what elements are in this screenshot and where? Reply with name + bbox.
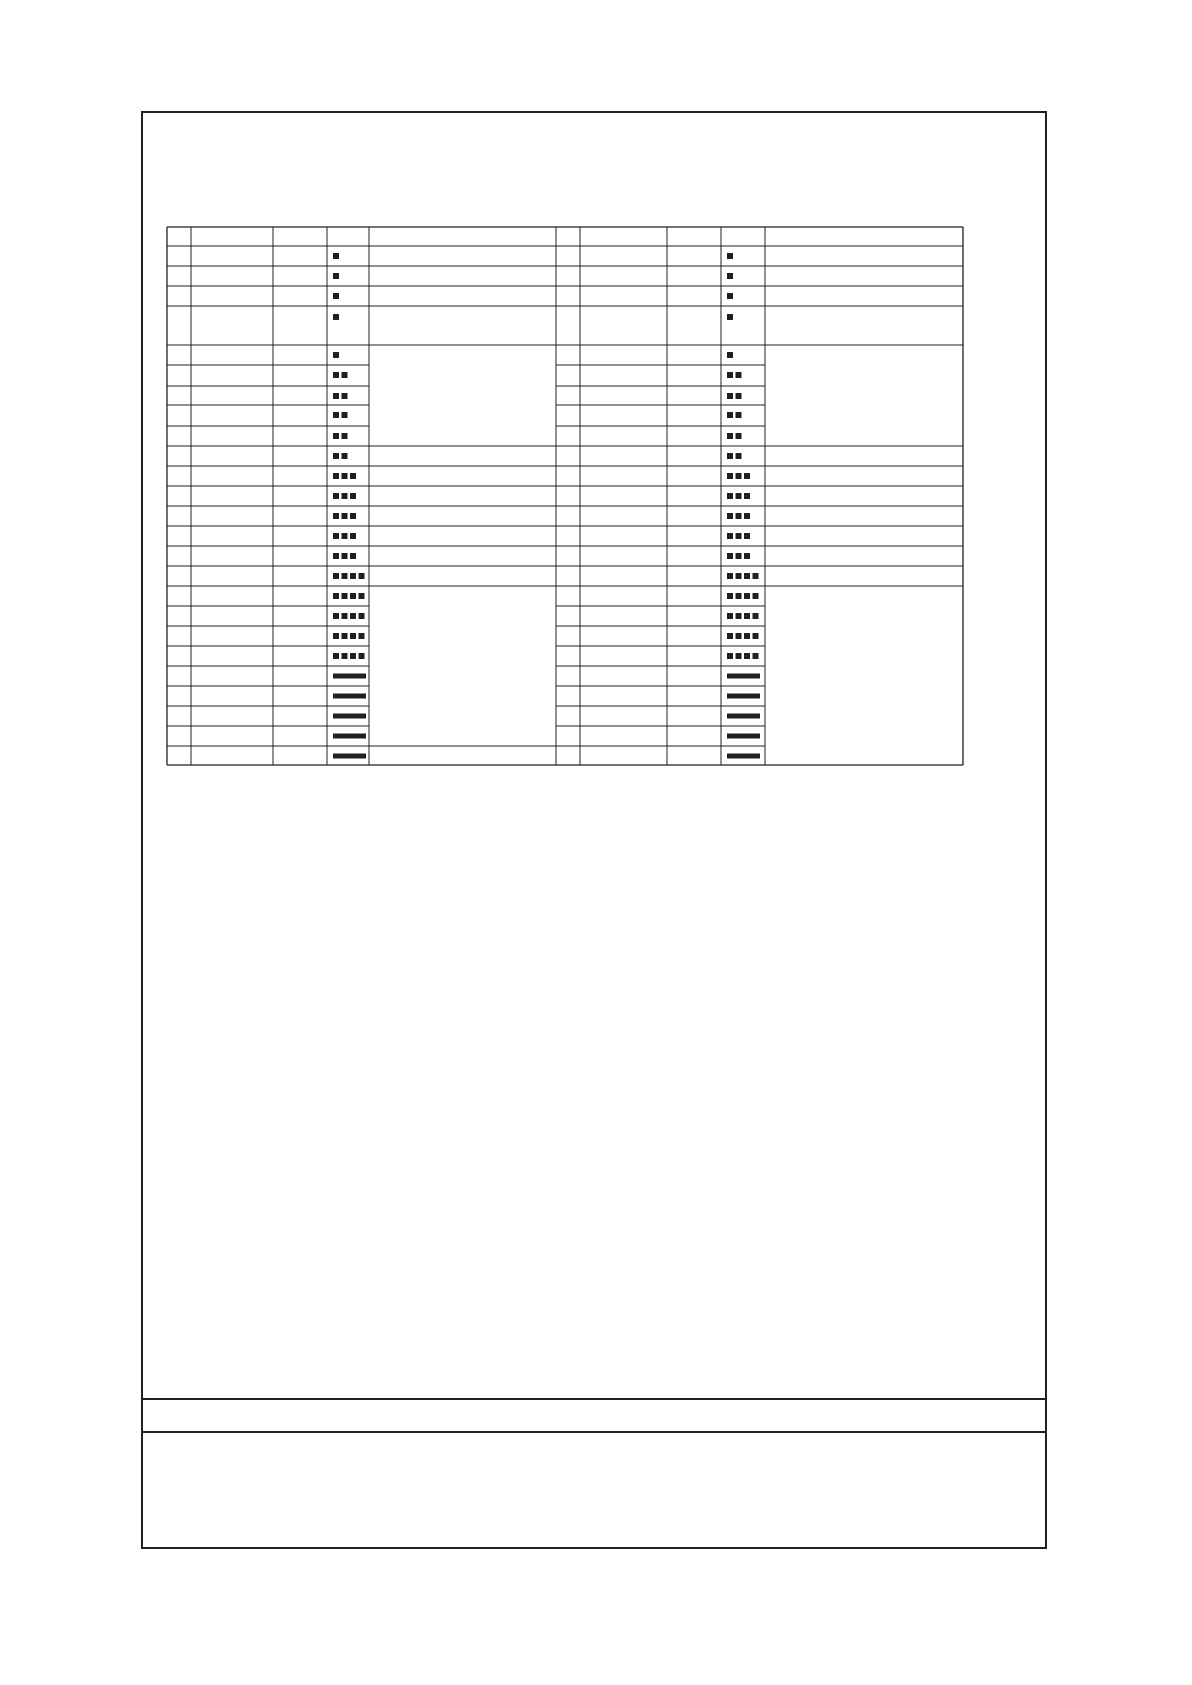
indicator-left-row-16-square bbox=[359, 573, 365, 579]
indicator-right-row-10-square bbox=[736, 453, 742, 459]
indicator-right-row-20-square bbox=[753, 653, 759, 659]
indicator-left-row-15-square bbox=[350, 553, 356, 559]
indicator-right-row-1-square bbox=[727, 253, 733, 259]
indicator-right-row-16-square bbox=[727, 573, 733, 579]
indicator-left-row-19-square bbox=[350, 633, 356, 639]
indicator-left-row-15-square bbox=[333, 553, 339, 559]
indicator-right-row-19-square bbox=[736, 633, 742, 639]
indicator-right-row-18-square bbox=[736, 613, 742, 619]
indicator-right-row-12-square bbox=[744, 493, 750, 499]
indicator-right-row-5-square bbox=[727, 352, 733, 358]
indicator-left-row-4-square bbox=[333, 314, 339, 320]
indicator-right-row-7-square bbox=[727, 393, 733, 399]
indicator-right-row-17-square bbox=[753, 593, 759, 599]
indicator-right-row-10-square bbox=[727, 453, 733, 459]
indicator-right-row-16-square bbox=[753, 573, 759, 579]
indicator-right-row-20-square bbox=[727, 653, 733, 659]
indicator-right-row-15-square bbox=[727, 553, 733, 559]
indicator-left-row-20-square bbox=[333, 653, 339, 659]
indicator-left-row-11-square bbox=[350, 473, 356, 479]
indicator-left-row-18-square bbox=[359, 613, 365, 619]
indicator-left-row-20-square bbox=[342, 653, 348, 659]
indicator-left-row-13-square bbox=[333, 513, 339, 519]
indicator-left-row-24-bar bbox=[333, 734, 366, 739]
indicator-right-row-18-square bbox=[744, 613, 750, 619]
indicator-right-row-16-square bbox=[736, 573, 742, 579]
indicator-right-row-8-square bbox=[727, 412, 733, 418]
indicator-right-row-9-square bbox=[736, 433, 742, 439]
indicator-right-row-18-square bbox=[753, 613, 759, 619]
indicator-left-row-17-square bbox=[350, 593, 356, 599]
indicator-right-row-17-square bbox=[736, 593, 742, 599]
indicator-left-row-15-square bbox=[342, 553, 348, 559]
indicator-right-row-2-square bbox=[727, 273, 733, 279]
indicator-left-row-18-square bbox=[342, 613, 348, 619]
indicator-left-row-14-square bbox=[350, 533, 356, 539]
indicator-right-row-18-square bbox=[727, 613, 733, 619]
indicator-left-row-16-square bbox=[342, 573, 348, 579]
indicator-left-row-9-square bbox=[342, 433, 348, 439]
indicator-right-row-15-square bbox=[744, 553, 750, 559]
indicator-left-row-10-square bbox=[333, 453, 339, 459]
indicator-right-row-12-square bbox=[727, 493, 733, 499]
indicator-right-row-4-square bbox=[727, 314, 733, 320]
indicator-right-row-6-square bbox=[727, 372, 733, 378]
indicator-right-row-13-square bbox=[744, 513, 750, 519]
indicator-right-row-13-square bbox=[736, 513, 742, 519]
indicator-right-row-11-square bbox=[727, 473, 733, 479]
indicator-left-row-19-square bbox=[333, 633, 339, 639]
indicator-left-row-21-bar bbox=[333, 674, 366, 679]
indicator-right-row-15-square bbox=[736, 553, 742, 559]
indicator-left-row-2-square bbox=[333, 273, 339, 279]
indicator-right-row-17-square bbox=[727, 593, 733, 599]
indicator-left-row-9-square bbox=[333, 433, 339, 439]
indicator-left-row-17-square bbox=[333, 593, 339, 599]
indicator-left-row-10-square bbox=[342, 453, 348, 459]
indicator-left-row-12-square bbox=[350, 493, 356, 499]
indicator-right-row-7-square bbox=[736, 393, 742, 399]
indicator-left-row-6-square bbox=[333, 372, 339, 378]
indicator-left-row-20-square bbox=[359, 653, 365, 659]
indicator-right-row-8-square bbox=[736, 412, 742, 418]
indicator-left-row-5-square bbox=[333, 352, 339, 358]
indicator-left-row-14-square bbox=[342, 533, 348, 539]
indicator-right-row-17-square bbox=[744, 593, 750, 599]
indicator-right-row-23-bar bbox=[727, 714, 760, 719]
indicator-right-row-14-square bbox=[736, 533, 742, 539]
indicator-right-row-13-square bbox=[727, 513, 733, 519]
indicator-right-row-20-square bbox=[736, 653, 742, 659]
indicator-left-row-18-square bbox=[350, 613, 356, 619]
indicator-right-row-14-square bbox=[727, 533, 733, 539]
indicator-left-row-17-square bbox=[342, 593, 348, 599]
indicator-left-row-16-square bbox=[350, 573, 356, 579]
indicator-left-row-18-square bbox=[333, 613, 339, 619]
indicator-right-row-9-square bbox=[727, 433, 733, 439]
indicator-left-row-25-bar bbox=[333, 754, 366, 759]
indicator-right-row-14-square bbox=[744, 533, 750, 539]
indicator-left-row-7-square bbox=[342, 393, 348, 399]
indicator-left-row-22-bar bbox=[333, 694, 366, 699]
indicator-right-row-11-square bbox=[744, 473, 750, 479]
indicator-right-row-12-square bbox=[736, 493, 742, 499]
indicator-right-row-16-square bbox=[744, 573, 750, 579]
indicator-left-row-19-square bbox=[359, 633, 365, 639]
indicator-right-row-6-square bbox=[736, 372, 742, 378]
indicator-left-row-19-square bbox=[342, 633, 348, 639]
indicator-left-row-23-bar bbox=[333, 714, 366, 719]
indicator-right-row-25-bar bbox=[727, 754, 760, 759]
indicator-left-row-12-square bbox=[333, 493, 339, 499]
indicator-right-row-19-square bbox=[727, 633, 733, 639]
indicator-left-row-13-square bbox=[350, 513, 356, 519]
indicator-left-row-12-square bbox=[342, 493, 348, 499]
indicator-right-row-20-square bbox=[744, 653, 750, 659]
indicator-right-row-22-bar bbox=[727, 694, 760, 699]
indicator-left-row-3-square bbox=[333, 293, 339, 299]
indicator-right-row-21-bar bbox=[727, 674, 760, 679]
indicator-left-row-11-square bbox=[333, 473, 339, 479]
indicator-right-row-11-square bbox=[736, 473, 742, 479]
indicator-left-row-17-square bbox=[359, 593, 365, 599]
indicator-right-row-19-square bbox=[744, 633, 750, 639]
indicator-right-row-19-square bbox=[753, 633, 759, 639]
indicator-right-row-24-bar bbox=[727, 734, 760, 739]
indicator-left-row-7-square bbox=[333, 393, 339, 399]
indicator-left-row-8-square bbox=[333, 412, 339, 418]
indicator-left-row-13-square bbox=[342, 513, 348, 519]
indicator-left-row-20-square bbox=[350, 653, 356, 659]
indicator-left-row-8-square bbox=[342, 412, 348, 418]
indicator-right-row-3-square bbox=[727, 293, 733, 299]
indicator-left-row-14-square bbox=[333, 533, 339, 539]
indicator-left-row-11-square bbox=[342, 473, 348, 479]
indicator-left-row-1-square bbox=[333, 253, 339, 259]
indicator-left-row-16-square bbox=[333, 573, 339, 579]
indicator-left-row-6-square bbox=[342, 372, 348, 378]
